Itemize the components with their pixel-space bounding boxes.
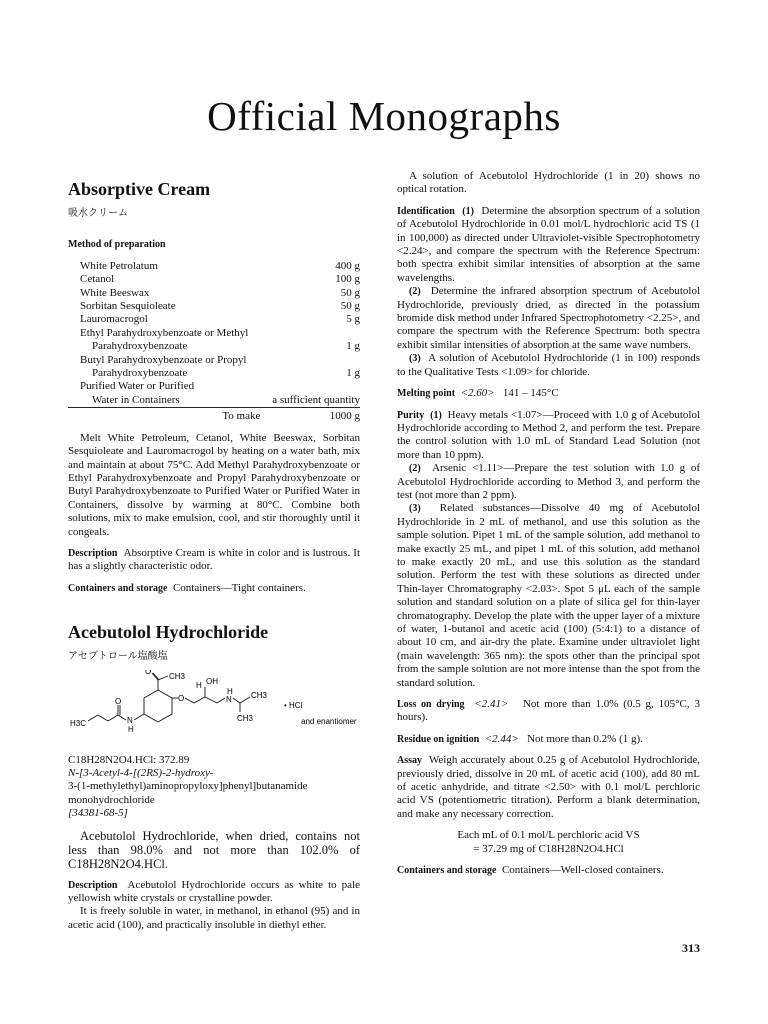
ingredient-name: Parahydroxybenzoate (92, 340, 188, 353)
description-text-acebutolol: Acebutolol Hydrochloride occurs as white to pale yellowish white crystals or crystalline powder. (68, 878, 361, 904)
to-make-row (68, 408, 360, 424)
ingredient-amount: 5 g (346, 313, 360, 326)
ingredient-name: Water in Containers (92, 393, 180, 406)
residue-text: Not more than 0.2% (1 g). (527, 732, 643, 745)
purity-paragraph-1 (397, 409, 700, 463)
atom-n: N (226, 694, 232, 704)
ingredient-row (68, 260, 360, 273)
ingredient-name: Lauromacrogol (80, 313, 148, 326)
containers-text: Containers—Tight containers. (172, 581, 306, 594)
cas-number: [34381-68-5] (68, 807, 128, 820)
ingredient-name: Sorbitan Sesquioleate (80, 300, 176, 313)
ingredient-name: White Beeswax (80, 286, 150, 299)
identification-paragraph-3 (397, 352, 700, 379)
method-heading: Method of preparation (68, 239, 166, 251)
atom-n-h: H (227, 686, 233, 696)
loss-on-drying-label: Loss on drying (397, 699, 465, 711)
atom-o-top: O (145, 669, 152, 676)
identification-text-3: A solution of Acebutolol Hydrochloride (1 in 100) responds to the Qualitative Tests <1.09> for chloride. (397, 352, 700, 378)
solubility-text: It is freely soluble in water, in methanol, in ethanol (95) and in acetic acid (100), and practically insoluble in diethyl ether. (68, 905, 360, 931)
assay-text: Weigh accurately about 0.25 g of Acebutolol Hydrochloride, previously dried, dissolve in 20 mL of acetic acid (100), add 80 mL of acetic anhydride, and titrate <2.50> with 0.1 mol/L perchloric acid VS (potentiometric titration). Perform a blank determination, and make any necessary correction. (397, 754, 700, 820)
ingredient-name: Cetanol (80, 273, 115, 286)
ingredient-row (68, 313, 360, 326)
ingredient-row (68, 380, 360, 393)
japanese-name: 吸水クリーム (68, 208, 128, 219)
potency-text: Acebutolol Hydrochloride, when dried, contains not less than 98.0% and not more than 102.0% of C18H28N2O4.HCl. (68, 828, 360, 871)
ingredient-amount: 1 g (346, 367, 360, 380)
purity-text-2: Arsenic <1.11>—Prepare the test solution with 1.0 g of Acebutolol Hydrochloride according to Method 3, and perform the test (not more than 2 ppm). (397, 462, 701, 501)
structural-formula (68, 670, 360, 748)
page-number: 313 (682, 941, 700, 955)
identification-num-1: (1) (462, 205, 474, 217)
right-column (397, 170, 700, 878)
containers-label-acebutolol: Containers and storage (397, 865, 497, 877)
loss-on-drying-text: Not more than 1.0% (0.5 g, 105°C, 3 hours). (397, 698, 701, 724)
ingredient-row (68, 273, 360, 286)
atom-o-ether: O (178, 693, 185, 703)
description-text: Absorptive Cream is white in color and is lustrous. It has a slightly characteristic odor. (68, 546, 361, 573)
containers-paragraph-acebutolol (397, 864, 700, 877)
ingredient-amount (264, 354, 360, 367)
atom-ch3-bottom: CH3 (237, 713, 254, 723)
ingredient-name: Purified Water or Purified (80, 380, 195, 393)
ingredient-amount: 400 g (335, 259, 360, 272)
ingredient-name: Ethyl Parahydroxybenzoate or Methyl (80, 326, 249, 339)
ingredient-amount (264, 327, 360, 340)
ingredient-amount: a sufficient quantity (272, 393, 360, 406)
purity-text-1: Heavy metals <1.07>—Proceed with 1.0 g of Acebutolol Hydrochloride according to Method 2, and perform the test. Prepare the control solution with 1.0 mL of Standard Lead Solution (not more than 10 ppm). (397, 408, 701, 461)
to-make-amount: 1000 g (264, 408, 360, 424)
optical-rotation-text: A solution of Acebutolol Hydrochloride (1 in 20) shows no optical rotation. (397, 170, 700, 196)
monograph-title-absorptive-cream: Absorptive Cream (68, 179, 211, 199)
purity-num-3: (3) (409, 503, 421, 515)
atom-h-amide: H (128, 724, 134, 734)
purity-paragraph-3 (397, 502, 700, 690)
ingredient-amount (264, 380, 360, 393)
identification-num-2: (2) (409, 286, 421, 298)
identification-paragraph-1 (397, 205, 700, 285)
atom-oh: OH (206, 676, 218, 686)
description-paragraph-acebutolol (68, 879, 360, 906)
residue-paragraph (397, 733, 700, 746)
page-title: Official Monographs (207, 93, 561, 139)
containers-label: Containers and storage (68, 582, 168, 594)
ingredient-row (68, 287, 360, 300)
assay-equivalence-2: = 37.29 mg of C18H28N2O4.HCl (473, 842, 624, 855)
description-label: Description (68, 547, 118, 559)
purity-num-1: (1) (430, 409, 442, 421)
hcl-label: • HCl (284, 700, 303, 710)
ingredient-amount: 50 g (340, 300, 360, 313)
japanese-name-acebutolol: アセブトロール塩酸塩 (68, 651, 168, 663)
identification-text-1: Determine the absorption spectrum of a solution of Acebutolol Hydrochloride in 0.01 mol/L hydrochloric acid TS (1 in 100,000) as directed under Ultraviolet-visible Spectrophotometry <2.24>, and compare the spectrum with the Reference Spectrum: both spectra exhibit similar intensities of absorption at the same wavelengths. (397, 204, 700, 284)
identification-text-2: Determine the infrared absorption spectrum of Acebutolol Hydrochloride, previously dried, as directed in the potassium bromide disk method under Infrared Spectrophotometry <2.25>, and compare the spectrum with the Reference Spectrum: both spectra exhibit similar intensities of absorption at the same wave numbers. (397, 285, 700, 351)
ingredient-row (68, 300, 360, 313)
atom-n-amide: N (127, 715, 133, 725)
description-label-acebutolol: Description (68, 879, 118, 891)
residue-label: Residue on ignition (397, 733, 480, 745)
ingredient-name: Butyl Parahydroxybenzoate or Propyl (80, 353, 247, 366)
ingredient-name: Parahydroxybenzoate (92, 367, 188, 380)
monograph-title-acebutolol: Acebutolol Hydrochloride (68, 622, 269, 643)
assay-equivalence-1: Each mL of 0.1 mol/L perchloric acid VS (457, 829, 640, 842)
melting-point-paragraph (397, 387, 700, 400)
melting-point-value: 141 – 145°C (502, 387, 559, 400)
atom-h3c: H3C (70, 718, 87, 728)
method-text: Melt White Petroleum, Cetanol, White Beeswax, Sorbitan Sesquioleate and Lauromacrogol by heating on a water bath, mix and maintain at about 75°C. Add Methyl Parahydroxybenzoate or Ethyl Parahydroxybenzoate and Propyl Parahydroxybenzoate or Butyl Parahydroxybenzoate to Purified Water or Purified Water in Containers, dissolve by warming at 80°C. Combine both solutions, mix to make emulsion, cool, and stir thoroughly until it congeals. (68, 431, 360, 538)
atom-h: H (196, 680, 202, 690)
ingredient-amount: 100 g (335, 273, 360, 286)
ingredient-row (68, 367, 360, 380)
atom-ch3-top: CH3 (169, 671, 186, 681)
atom-o-amide: O (115, 696, 122, 706)
melting-point-label: Melting point (397, 388, 456, 400)
ingredient-row (68, 340, 360, 353)
left-column (68, 178, 360, 932)
ingredient-name: White Petrolatum (80, 259, 158, 272)
ingredient-amount: 50 g (340, 286, 360, 299)
purity-label: Purity (397, 409, 425, 421)
identification-num-3: (3) (409, 353, 421, 365)
assay-paragraph (397, 754, 700, 821)
iupac-name-line-2: 3-(1-methylethyl)aminopropyloxy]phenyl]butanamide (68, 780, 308, 793)
purity-num-2: (2) (409, 463, 421, 475)
containers-paragraph (68, 582, 360, 595)
purity-paragraph-2 (397, 462, 700, 502)
enantiomer-label: and enantiomer (301, 716, 357, 726)
ingredient-row (68, 327, 360, 340)
loss-on-drying-ref: <2.41> (474, 698, 509, 711)
purity-text-3: Related substances—Dissolve 40 mg of Acebutolol Hydrochloride in 2 mL of methanol, and use this solution as the sample solution. Pipet 1 mL of the sample solution, add methanol to make exactly 25 mL, and pipet 1 mL of this solution, add methanol to make exactly 20 mL, and use this solution as the standard solution. Perform the test with these solutions as directed under Thin-layer Chromatography <2.03>. Spot 5 μL each of the sample solution and standard solution on a plate of silica gel for thin-layer chromatography. Develop the plate with the upper layer of a mixture of water, 1-butanol and acetic acid (100) (5:4:1) to a distance of about 10 cm, and air-dry the plate. Examine under ultraviolet light (main wavelength: 365 nm): the spots other than the principal spot from the sample solution are not more intense than the spot from the standard solution. (397, 502, 700, 689)
ingredients-table (68, 260, 360, 424)
ingredient-row (68, 394, 360, 408)
description-paragraph (68, 547, 360, 574)
atom-ch3-right: CH3 (251, 690, 268, 700)
loss-on-drying-paragraph (397, 698, 700, 725)
identification-label: Identification (397, 205, 455, 217)
identification-paragraph-2 (397, 285, 700, 352)
ingredient-row (68, 354, 360, 367)
melting-point-ref: <2.60> (460, 387, 495, 400)
containers-text-acebutolol: Containers—Well-closed containers. (501, 864, 664, 877)
iupac-name-line-1: N-[3-Acetyl-4-[(2RS)-2-hydroxy- (68, 766, 214, 779)
iupac-name-line-3: monohydrochloride (68, 793, 155, 806)
residue-ref: <2.44> (484, 732, 519, 745)
to-make-label: To make (68, 408, 264, 424)
ingredient-amount: 1 g (346, 340, 360, 353)
formula-line: C18H28N2O4.HCl: 372.89 (68, 753, 190, 766)
assay-label: Assay (397, 755, 423, 767)
